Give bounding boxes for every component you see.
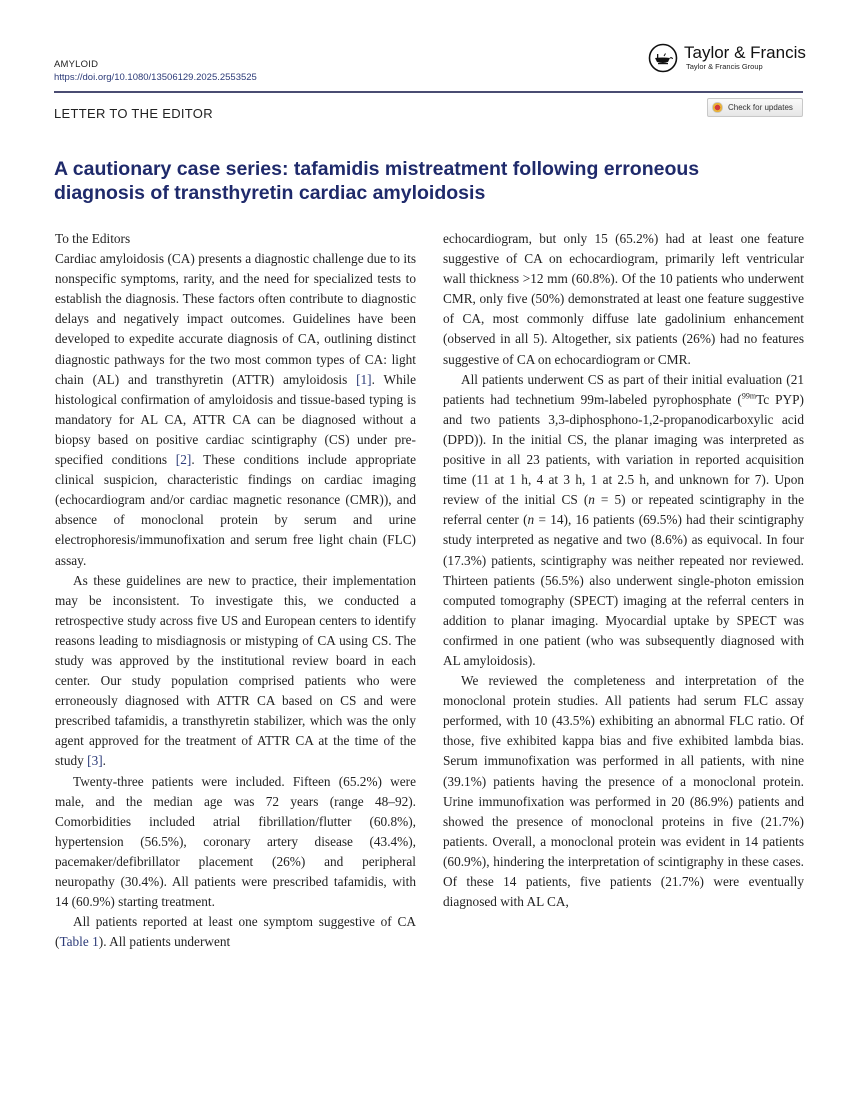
citation-link[interactable]: [1] [356,371,372,387]
text-segment: Tc PYP) and two patients 3,3-diphosphono-1,2-propanodicarboxylic acid (DPD)). In the initial CS, the planar imaging was interpreted as positive in all 23 patients, with variation in reported acquisition time (11 at 1 h, 4 at 3 h, 1 at 2.5 h, and unknown for 7). Upon review of the initial CS ( [443,391,804,508]
publisher-brand[interactable] [648,43,806,73]
superscript: 99m [741,391,757,401]
left-column [55,229,416,952]
paragraph [55,912,416,952]
text-segment: ). All patients underwent [98,934,231,950]
text-segment: . These conditions include appropriate clinical suspicion, characteristic findings on cardiac imaging (echocardiogram and/or cardiac magnetic resonance (CMR)), and absence of monoclonal protein by serum and urine electrophoresis/immunofixation and serum free light chain (FLC) assay. [55,452,417,568]
check-for-updates-label: Check for updates [728,103,793,112]
article-title: A cautionary case series: tafamidis mistreatment following erroneous diagnosis of transthyretin cardiac amyloidosis [54,158,700,205]
italic-n: n [527,512,535,528]
publisher-name: Taylor & Francis [684,43,806,62]
lamp-logo-icon [648,43,678,73]
doi-link[interactable]: https://doi.org/10.1080/13506129.2025.2553525 [54,72,257,83]
salutation: To the Editors [55,231,131,246]
paragraph [55,571,416,772]
text-segment: All patients reported at least one symptom suggestive of CA ( [55,914,416,950]
text-segment: Cardiac amyloidosis (CA) presents a diagnostic challenge due to its nonspecific symptoms, rarity, and the need for specialized tests to establish the diagnosis. These factors often contribute to diagnostic delays and negatively impact outcomes. Guidelines have been developed to expedite accurate diagnosis of CA, outlining distinct diagnostic pathways for the two most common types of CA: light chain (AL) and transthyretin (ATTR) amyloidosis [55,251,416,387]
check-for-updates-button[interactable] [707,98,803,117]
text-segment: . [102,753,106,769]
paragraph [443,370,804,671]
paragraph [55,249,416,571]
italic-n: n [588,492,595,508]
publisher-group: Taylor & Francis Group [686,62,763,71]
text-segment: = 14), 16 patients (69.5%) had their scintigraphy study interpreted as negative and two (8.6%) as equivocal. In four (17.3%) patients, scintigraphy was neither repeated nor reviewed. Thirteen patients (56.5%) also underwent single-photon emission computed tomography (SPECT) imaging at the referral centers in addition to planar imaging. Myocardial uptake by SPECT was confirmed in one patient (who was subsequently diagnosed with AL amyloidosis). [443,512,804,668]
publisher-text [684,44,806,72]
text-segment: = 5) or repeated scintigraphy in the referral center ( [443,492,804,528]
paragraph: Twenty-three patients were included. Fifteen (65.2%) were male, and the median age was 72 years (range 48–92). Comorbidities included atrial fibrillation/flutter (60.8%), hypertension (56.5%), coronary artery disease (43.4%), pacemaker/defibrillator placement (26%) and peripheral neuropathy (30.4%). All patients were prescribed tafamidis, with 14 (60.9%) starting treatment. [55,773,416,910]
table-link[interactable]: Table 1 [59,934,99,950]
citation-link[interactable]: [3] [87,753,103,769]
crossmark-icon [712,102,723,113]
paragraph: echocardiogram, but only 15 (65.2%) had at least one feature suggestive of CA on echocardiogram, primarily left ventricular wall thickness >12 mm (60.8%). Of the 10 patients who underwent CMR, only five (50%) demonstrated at least one feature suggestive of CA, most commonly diffuse late gadolinium enhancement (observed in all 5). Altogether, six patients (26%) had no features suggestive of CA on echocardiogram or CMR. [443,231,804,367]
text-segment: . While histological confirmation of amyloidosis and tissue-based typing is mandatory for AL CA, ATTR CA can be diagnosed without a biopsy based on positive cardiac scintigraphy (CS) under pre-specified conditions [55,371,417,468]
text-segment: As these guidelines are new to practice, their implementation may be inconsistent. To investigate this, we conducted a retrospective study across five US and European centers to identify reasons leading to misdiagnosis or mistyping of CA using CS. The study was approved by the institutional review board in each center. Our study population comprised patients who were erroneously diagnosed with ATTR CA based on CS and were prescribed tafamidis, a transthyretin stabilizer, which was the only agent approved for the treatment of ATTR CA at the time of the study [55,572,416,769]
paragraph: We reviewed the completeness and interpretation of the monoclonal protein studies. All patients had serum FLC assay performed, with 10 (43.5%) exhibiting an abnormal FLC ratio. Of those, five exhibited kappa bias and five exhibited lambda bias. Serum immunofixation was performed in all patients, with nine (39.1%) patients having the presence of a monoclonal protein. Urine immunofixation was performed in 20 (86.9%) patients and showed the presence of monoclonal proteins in five (21.7%) patients. Overall, a monoclonal protein was evident in 14 patients (60.9%), hindering the interpretation of scintigraphy in these cases. Of these 14 patients, five patients (21.7%) were eventually diagnosed with AL CA, [443,673,804,910]
journal-name: AMYLOID [54,59,99,70]
section-label: LETTER TO THE EDITOR [54,106,213,121]
text-segment: All patients underwent CS as part of their initial evaluation (21 patients had technetium 99m-labeled pyrophosphate ( [443,371,804,407]
right-column [443,229,804,912]
header-rule [54,91,803,93]
citation-link[interactable]: [2] [175,452,192,468]
